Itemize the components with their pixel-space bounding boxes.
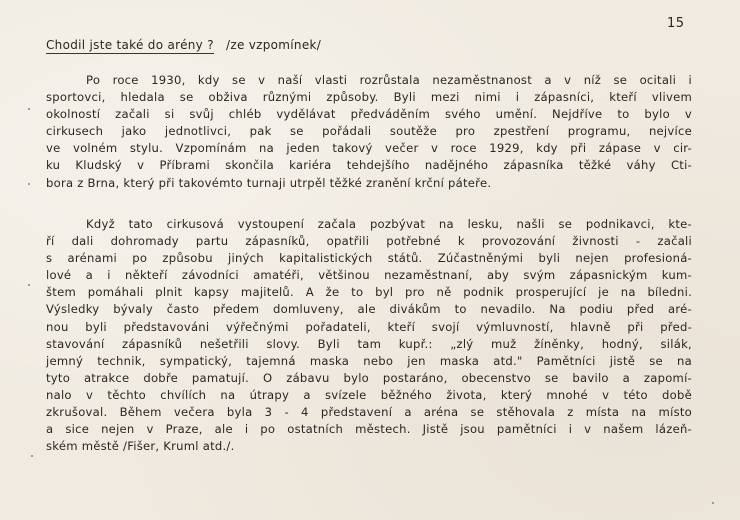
text-line: štem pomáhali plnit kapsy majitelů. A že to byl pro ně podnik prosperující je na bíledni. xyxy=(46,285,692,300)
article-heading xyxy=(46,38,321,52)
text-line: nou byli představováni výřečnými pořadateli, kteří svojí výmluvností, hlavně při před- xyxy=(46,319,692,334)
text-line: jemný technik, sympatický, tajemná maska nebo jen maska atd." Pamětníci jistě se na xyxy=(46,353,692,368)
paper-speck xyxy=(28,284,30,286)
paper-speck xyxy=(31,455,33,457)
text-line: Po roce 1930, kdy se v naší vlasti rozrůstala nezaměstnanost a v níž se ocitali i xyxy=(86,73,692,87)
text-line: sportovci, hledala se obživa různými způsoby. Byli mezi nimi i zápasníci, kteří vlivem xyxy=(46,90,692,105)
text-line: bora z Brna, který při takovémto turnaji utrpěl těžké zranění krční páteře. xyxy=(46,175,492,190)
text-line: stavování zápasníků nešetřili slovy. Byli tam kupř.: „zlý muž žíněnky, hodný, silák, xyxy=(46,336,692,351)
text-line: Když tato cirkusová vystoupení začala pozbývat na lesku, našli se podnikavci, kte- xyxy=(86,217,692,231)
paper-speck xyxy=(712,502,714,504)
heading-title: Chodil jste také do arény ? xyxy=(46,38,214,52)
text-line: ří dali dohromady partu zápasníků, opatřili potřebné k provozování živnosti - začali xyxy=(46,234,692,249)
paper-speck xyxy=(28,108,30,110)
text-line: Výsledky bývaly často předem domluveny, ale divákům to nevadilo. Na podiu před aré- xyxy=(46,302,692,317)
text-line: lové a i někteří závodníci amatéři, většinou nezaměstnaní, aby svým zápasnickým kum- xyxy=(46,268,692,283)
paragraph-1 xyxy=(46,72,692,192)
paragraph-2 xyxy=(46,216,692,455)
text-line: s arénami po způsobu jiných kapitalistických států. Zúčastněnými byli nejen profesioná- xyxy=(46,251,692,266)
text-line: ve volném stylu. Vzpomínám na jeden takový večer v roce 1929, kdy při zápase v cir- xyxy=(46,141,692,156)
text-line: ku Kludský v Příbrami skončila kariéra tehdejšího nadějného zápasníka těžké váhy Cti- xyxy=(46,158,692,173)
text-line: cirkusech jako jednotlivci, pak se pořádali soutěže pro zpestření programu, nejvíce xyxy=(46,124,692,139)
text-line: tyto atrakce dobře pamatují. O zábavu bylo postaráno, obecenstvo se bavilo a zapomí- xyxy=(46,370,692,385)
text-line: zkrušoval. Během večera byla 3 - 4 představení a aréna se stěhovala z místa na místo xyxy=(46,405,692,420)
page-number: 15 xyxy=(667,16,685,31)
text-line: ském městě /Fišer, Kruml atd./. xyxy=(46,439,235,454)
text-line: nalo v těchto chvílích na útrapy a svízele běžného života, který mnohé v této době xyxy=(46,387,692,402)
heading-subtitle: /ze vzpomínek/ xyxy=(226,38,322,52)
text-line: a sice nejen v Praze, ale i po ostatních městech. Jistě jsou pamětníci i v našem lázeň- xyxy=(46,422,692,437)
text-line: okolností začali si svůj chléb vydělávat předváděním svého umění. Nejdříve to bylo v xyxy=(46,107,692,122)
paper-speck xyxy=(28,183,30,185)
